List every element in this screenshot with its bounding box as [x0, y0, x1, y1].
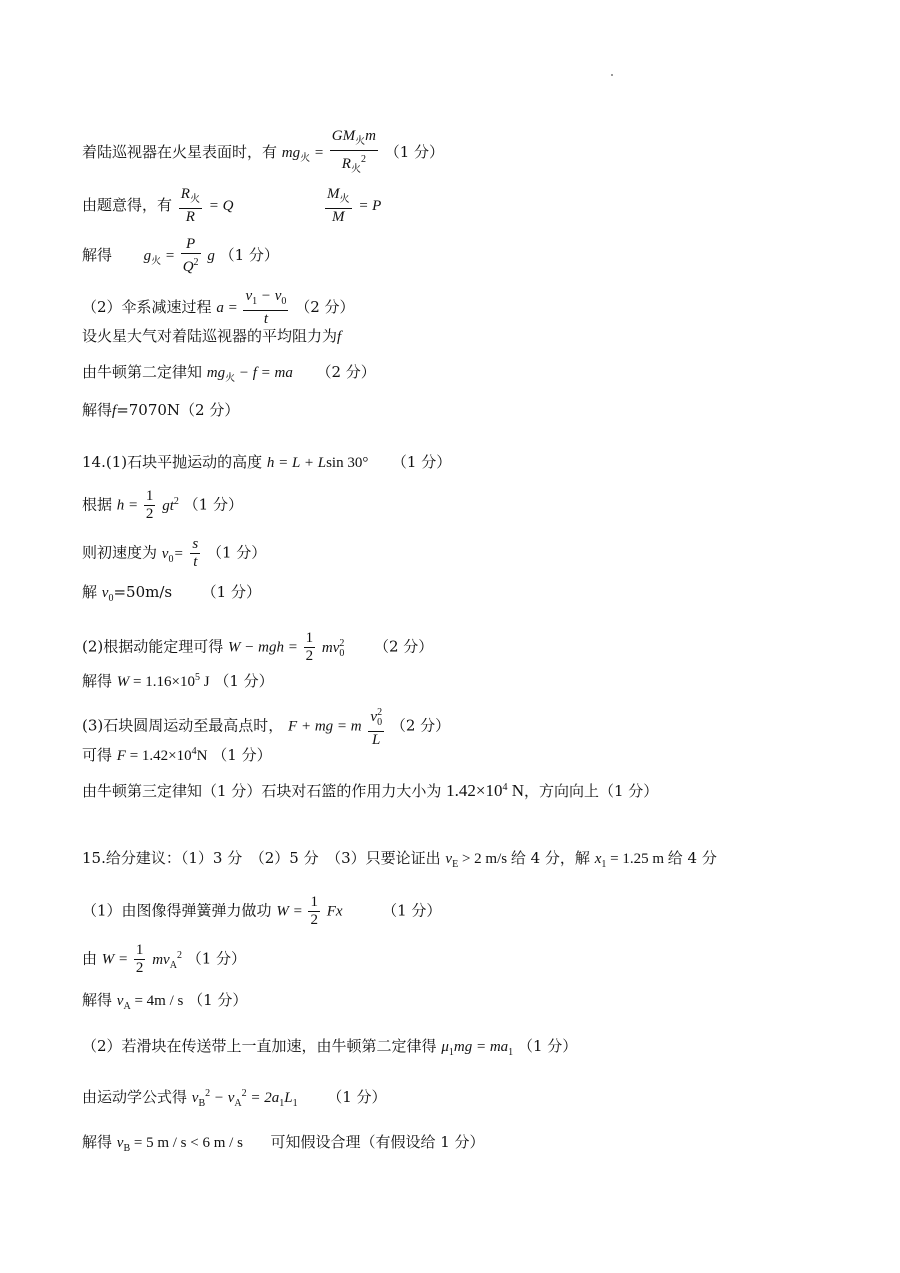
fraction-gm-r2: $\frac{GM_火m}{R_火^2}$ — [331, 128, 376, 175]
line-2: 由题意得，有 $\frac{R_火}{R}$ = Q $\frac{M_火}{M}$ = P — [82, 186, 382, 225]
line-4: （2）伞系减速过程 a = $\frac{v_1 - v_0}{t}$ （2 分） — [82, 288, 355, 327]
fraction-accel: $\frac{v_1 - v_0}{t}$ — [245, 288, 287, 327]
line-10: 则初速度为 $v_0=$ $\frac{s}{t}$ （1 分） — [82, 536, 267, 570]
line-14: (3)石块圆周运动至最高点时， F + mg = m $\frac{v_0^2}{L}$ （2 分） — [82, 704, 450, 749]
line-6: 由牛顿第二定律知 $mg_火 - f$ = ma （2 分） — [82, 363, 376, 384]
line-21: （2）若滑块在传送带上一直加速，由牛顿第二定律得 $\mu_1mg = ma_1$ （1 分） — [82, 1037, 578, 1058]
line-1: 着陆巡视器在火星表面时，有 $mg_火$ = $\frac{GM_火m}{R_火^2}$ （1 分） — [82, 128, 444, 178]
line-23: 解得 $v_B = 5$ m / s < 6 m / s 可知假设合理（有假设给 1 分） — [82, 1133, 485, 1154]
scan-dot — [611, 74, 613, 76]
formula-mg-mars: $mg_火$ = — [281, 145, 328, 164]
line-11: 解 $v_0=50m/s$ （1 分） — [82, 583, 261, 604]
line-8: 14.(1)石块平抛运动的高度 h = L + Lsin 30° （1 分） — [82, 453, 452, 471]
line-5: 设火星大气对着陆巡视器的平均阻力为f — [82, 327, 342, 345]
line-9: 根据 h = $\frac{1}{2}$ $gt^2$ （1 分） — [82, 488, 243, 522]
line-13: 解得 $W = 1.16\times 10^5$ J （1 分） — [82, 672, 274, 690]
line-19: 由 W = $\frac{1}{2}$ $mv_A^2$ （1 分） — [82, 942, 247, 976]
line-17: 15.给分建议：（1）3 分 （2）5 分 （3）只要论证出 $v_E > 2$ m/s 给 4 分，解 $x_1 = 1.25$ m 给 4 分 — [82, 849, 717, 870]
line-16: 由牛顿第三定律知（1 分）石块对石篮的作用力大小为 $1.42\times 10^4$ N，方向向上（1 分） — [82, 781, 659, 800]
line-7: 解得f=7070N（2 分） — [82, 401, 240, 419]
line-20: 解得 $v_A = 4m / s$ （1 分） — [82, 991, 248, 1012]
fraction-m-ratio: $\frac{M_火}{M}$ — [327, 186, 350, 225]
line-12: (2)根据动能定理可得 W − mgh = $\frac{1}{2}$ $mv_0^2$ （2 分） — [82, 630, 434, 664]
line-22: 由运动学公式得 $v_B^2 - v_A^2 = 2a_1L_1$ （1 分） — [82, 1088, 387, 1109]
line-15: 可得 $F = 1.42\times 10^4N$ （1 分） — [82, 746, 272, 764]
line-18: （1）由图像得弹簧弹力做功 W = $\frac{1}{2}$ Fx （1 分） — [82, 894, 442, 928]
line-3: 解得 $g_火$ = $\frac{P}{Q^2}$ g （1 分） — [82, 236, 279, 275]
fraction-r-ratio: $\frac{R_火}{R}$ — [180, 186, 200, 225]
fraction-p-q2: $\frac{P}{Q^2}$ — [182, 236, 199, 275]
